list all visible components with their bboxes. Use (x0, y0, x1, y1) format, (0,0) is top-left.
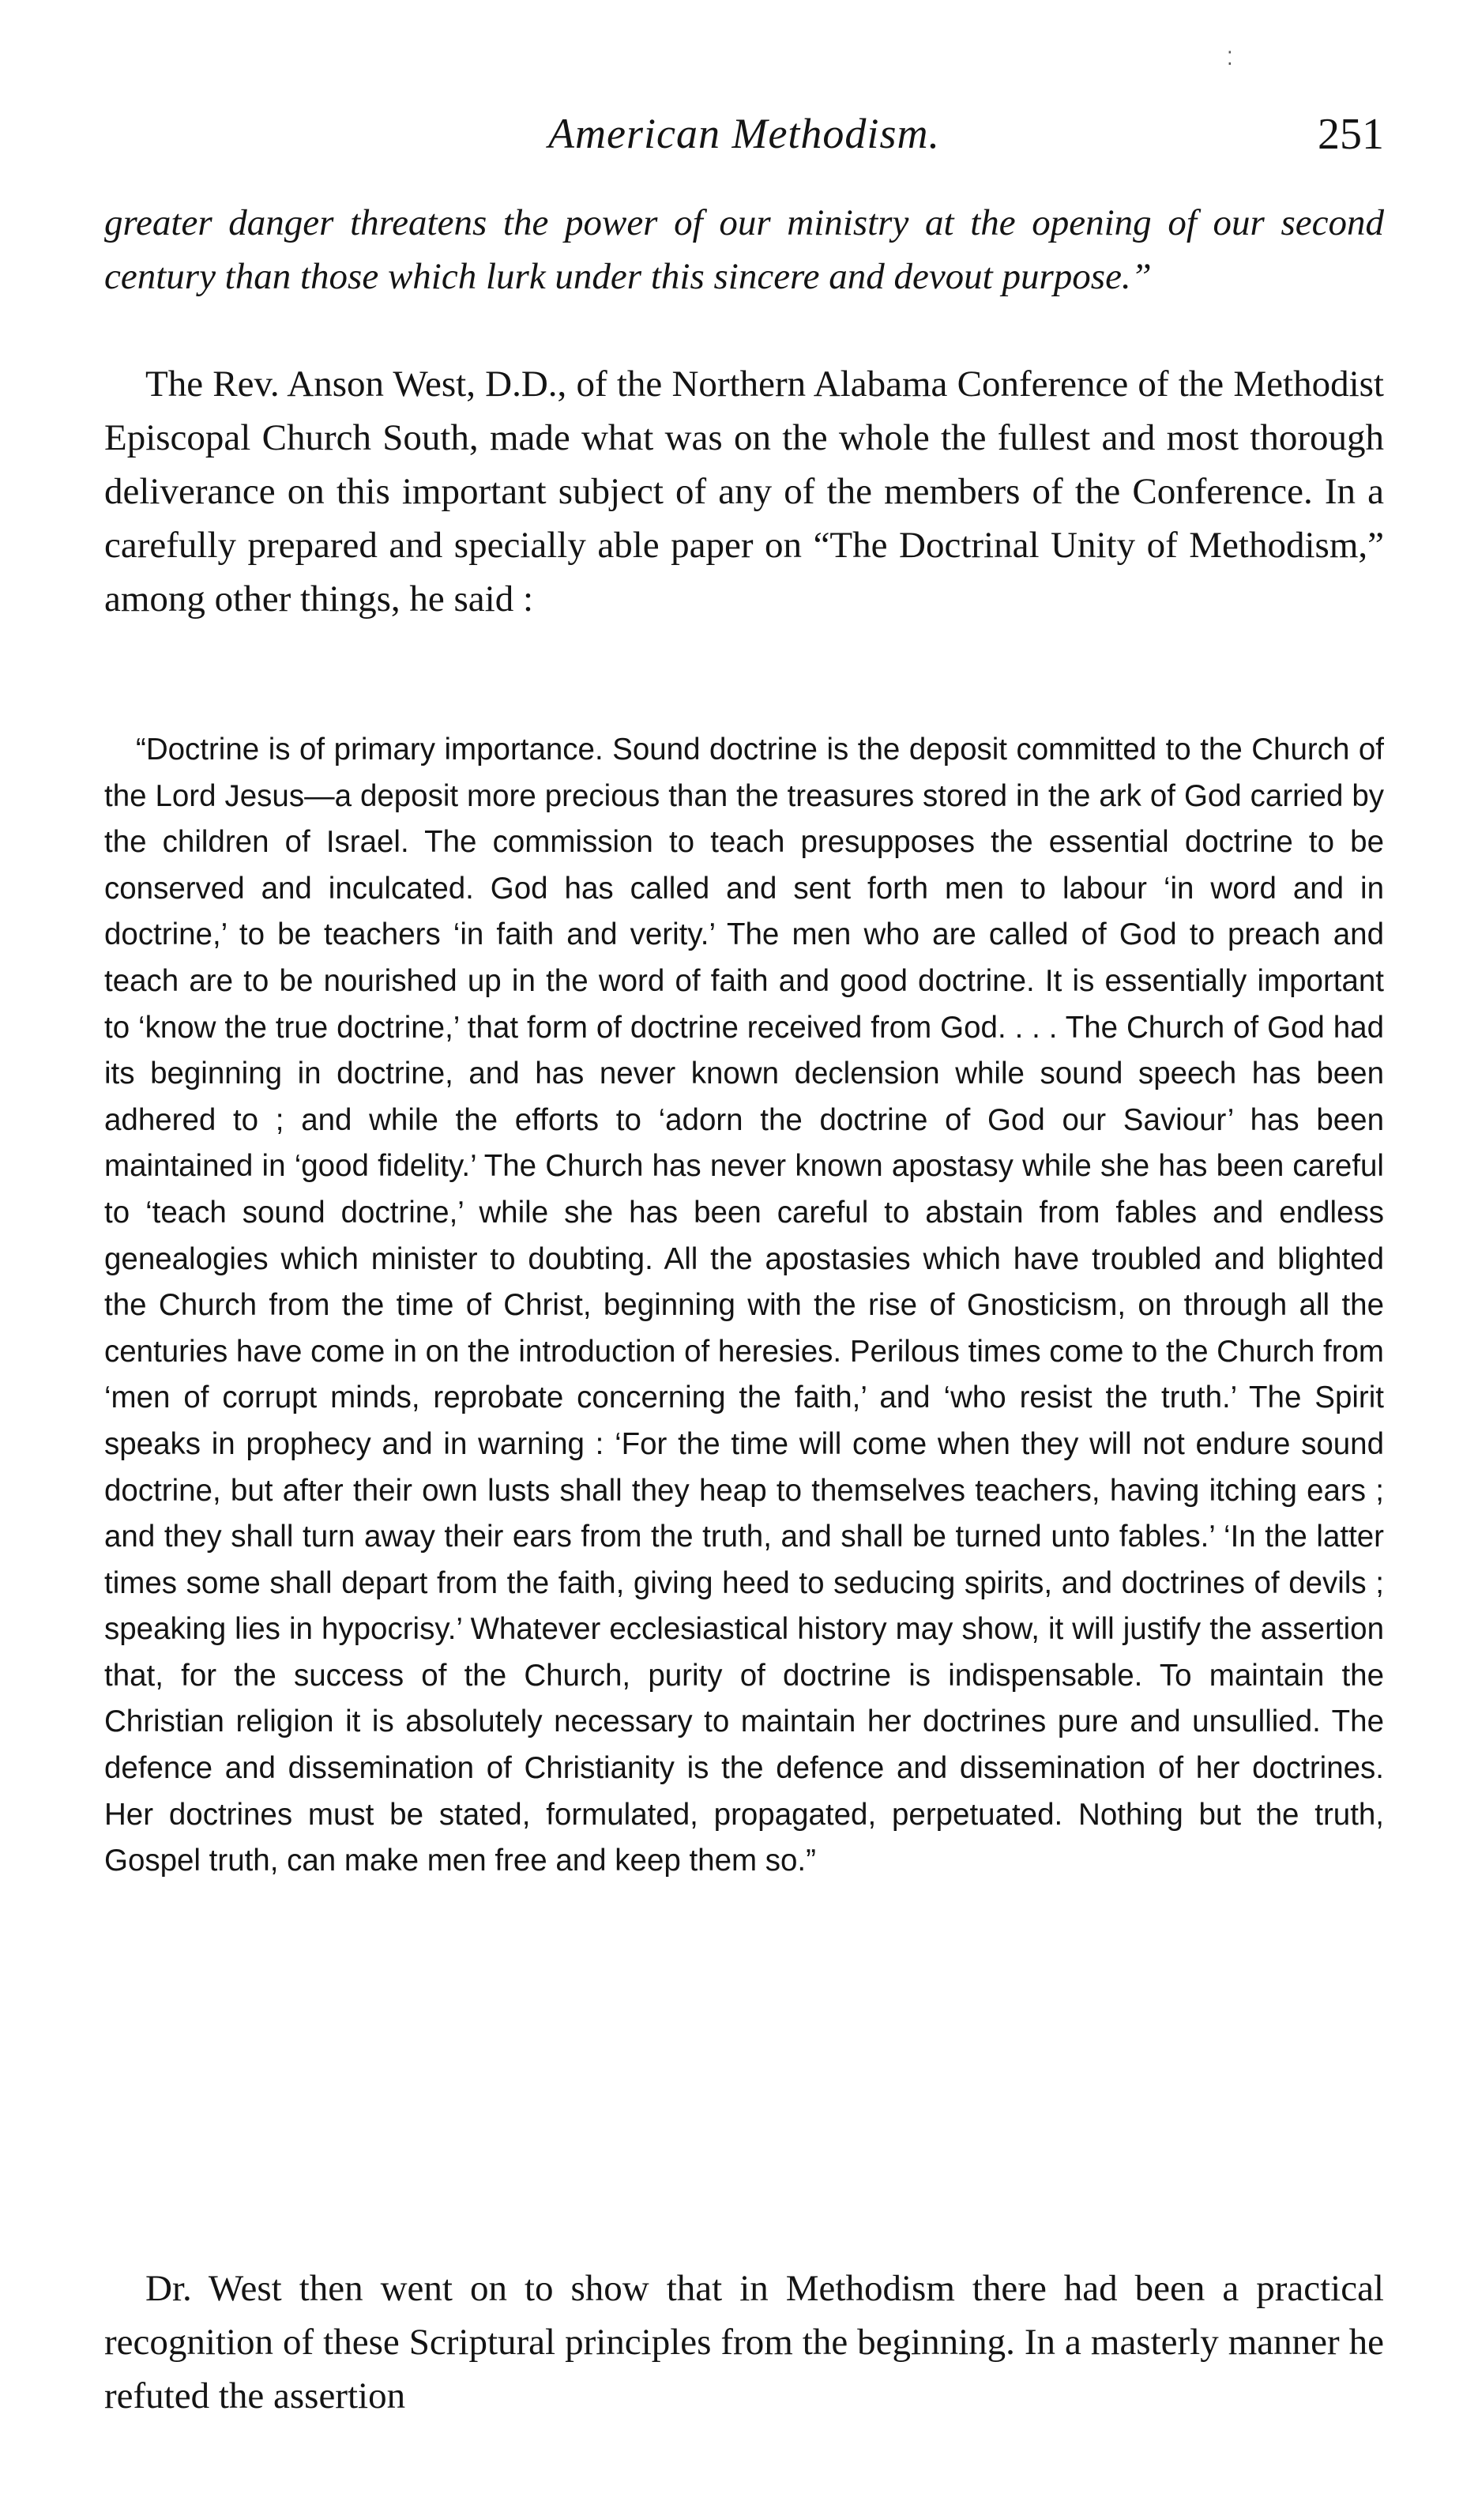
intro-paragraph: The Rev. Anson West, D.D., of the Northern Alabama Conference of the Methodist Episcopal Church South, made what was on the whole the fullest and most thorough deliverance on this important subject of any of the members of the Conference. In a carefully prepared and specially able paper on “The Doctrinal Unity of Methodism,” among other things, he said : (104, 363, 1384, 620)
continuation-paragraph: greater danger threatens the power of our ministry at the opening of our second century than those which lurk under this sincere and devout purpose.” (104, 202, 1384, 297)
page-header (104, 109, 1384, 180)
page-number: 251 (1318, 110, 1384, 159)
margin-mark: ⁚ (1227, 47, 1233, 70)
closing-paragraph: Dr. West then went on to show that in Methodism there had been a practical recognition of these Scriptural principles from the beginning. In a masterly manner he refuted the assertion (104, 2268, 1384, 2416)
running-title: American Methodism. (548, 110, 940, 157)
block-quotation: “Doctrine is of primary importance. Sound doctrine is the deposit committed to the Church of the Lord Jesus—a deposit more precious than the treasures stored in the ark of God carried by the children of Israel. The commission to teach presupposes the essential doctrine to be conserved and inculcated. God has called and sent forth men to labour ‘in word and in doctrine,’ to be teachers ‘in faith and verity.’ The men who are called of God to preach and teach are to be nourished up in the word of faith and good doctrine. It is essentially important to ‘know the true doctrine,’ that form of doctrine received from God. . . . The Church of God had its beginning in doctrine, and has never known declension while sound speech has been adhered to ; and while the efforts to ‘adorn the doctrine of God our Saviour’ has been maintained in ‘good fidelity.’ The Church has never known apostasy while she has been careful to ‘teach sound doctrine,’ while she has been careful to abstain from fables and endless genealogies which minister to doubting. All the apostasies which have troubled and blighted the Church from the time of Christ, beginning with the rise of Gnosticism, on through all the centuries have come in on the introduction of heresies. Perilous times come to the Church from ‘men of corrupt minds, reprobate concerning the faith,’ and ‘who resist the truth.’ The Spirit speaks in prophecy and in warning : ‘For the time will come when they will not endure sound doctrine, but after their own lusts shall they heap to themselves teachers, having itching ears ; and they shall turn away their ears from the truth, and shall be turned unto fables.’ ‘In the latter times some shall depart from the faith, giving heed to seducing spirits, and doctrines of devils ; speaking lies in hypocrisy.’ Whatever ecclesiastical history may show, it will justify the assertion that, for the success of the Church, purity of doctrine is indispensable. To maintain the Christian religion it is absolutely necessary to maintain her doctrines pure and unsullied. The defence and dissemination of Christianity is the defence and dissemination of her doctrines. Her doctrines must be stated, formulated, propagated, perpetuated. Nothing but the truth, Gospel truth, can make men free and keep them so.” (104, 733, 1384, 1878)
